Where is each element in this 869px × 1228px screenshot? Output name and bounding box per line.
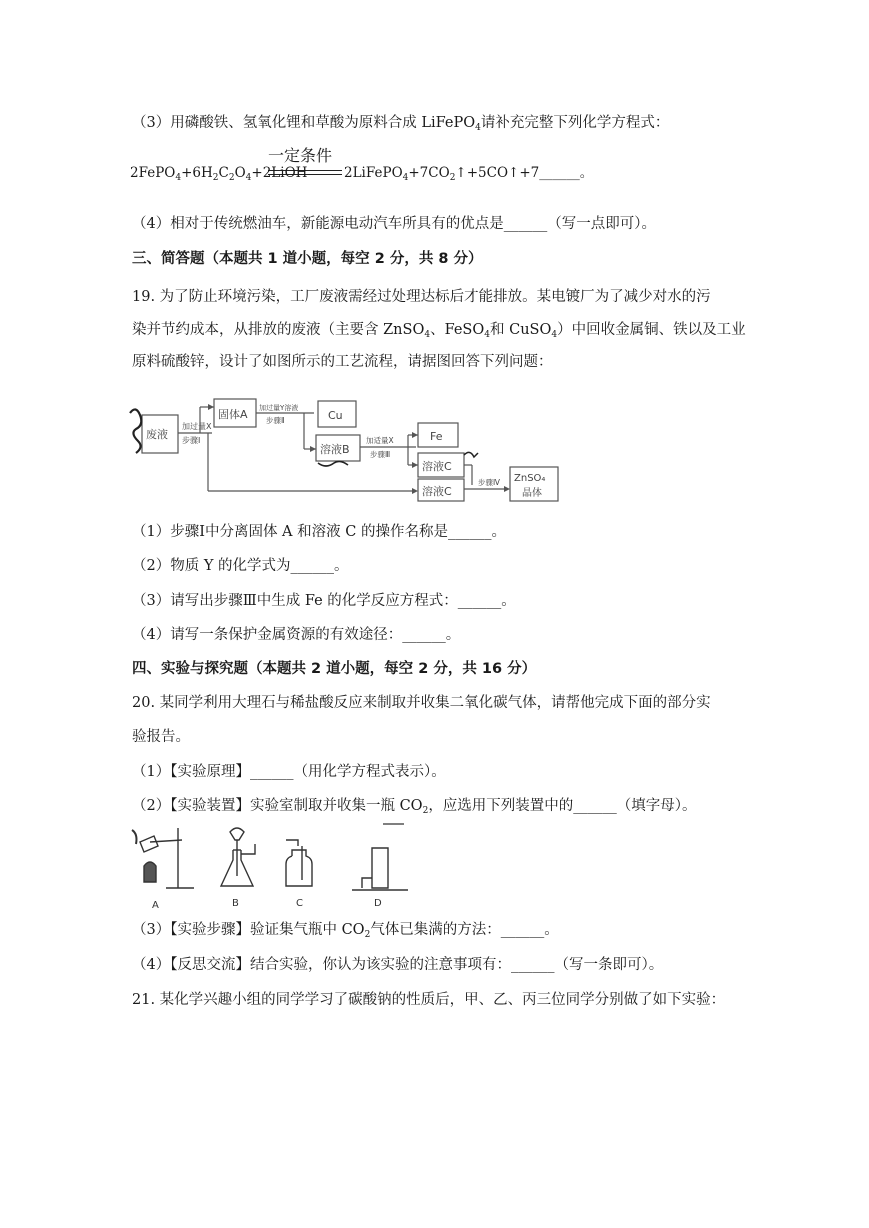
crystal-label: 晶体	[522, 488, 542, 499]
solution-c1-label: 溶液C	[422, 460, 452, 473]
add-x1-label: 加过量X	[182, 422, 212, 431]
q20-part3: （3）【实验步骤】验证集气瓶中 $CO_2$气体已集满的方法：______。	[132, 922, 559, 940]
q20-part2: （2）【实验装置】实验室制取并收集一瓶 $CO_2$，应选用下列装置中的______（填字母）。	[132, 798, 697, 816]
apparatus-c	[286, 840, 312, 886]
section-3-heading: 三、简答题（本题共 1 道小题，每空 2 分，共 8 分）	[132, 251, 483, 267]
solution-c2-label: 溶液C	[422, 485, 452, 498]
q18-part4: （4）相对于传统燃油车，新能源电动汽车所具有的优点是______（写一点即可）。	[132, 216, 656, 232]
step2-label: 步骤Ⅱ	[266, 416, 285, 425]
apparatus-label-d: D	[374, 898, 382, 909]
add-y-label: 加过量Y溶液	[259, 404, 299, 412]
znso4-label: ZnSO₄	[514, 473, 546, 484]
waste-label: 废液	[146, 428, 168, 441]
add-x2-label: 加适量X	[366, 436, 394, 445]
apparatus-a	[132, 828, 194, 888]
fe-label: Fe	[430, 430, 443, 443]
q19-part4: （4）请写一条保护金属资源的有效途径：______。	[132, 627, 461, 643]
process-flow-diagram	[128, 395, 568, 505]
section-4-heading: 四、实验与探究题（本题共 2 道小题，每空 2 分，共 16 分）	[132, 661, 537, 677]
solid-a-label: 固体A	[218, 408, 248, 421]
apparatus-label-a: A	[152, 900, 159, 911]
reaction-condition: 一定条件	[268, 146, 333, 165]
q18-part3-intro: （3）用磷酸铁、氢氧化锂和草酸为原料合成 LiFePO$_4$请补充完整下列化学方程式：	[132, 115, 670, 133]
q20-line1: 20. 某同学利用大理石与稀盐酸反应来制取并收集二氧化碳气体，请帮他完成下面的部分实	[132, 695, 711, 711]
equation-right-side: $2LiFePO_4+7CO_2↑+5CO↑+7\_\_\_\_\_\_$。	[344, 165, 594, 183]
step4-label: 步骤Ⅳ	[478, 478, 500, 487]
q19-line2: 染并节约成本，从排放的废液（主要含 ZnSO$_4$、FeSO$_4$和 CuSO$_4$）中回收金属铜、铁以及工业	[132, 322, 746, 340]
q19-part2: （2）物质 Y 的化学式为______。	[132, 558, 349, 574]
apparatus-label-c: C	[296, 898, 303, 909]
solution-b-label: 溶液B	[320, 443, 350, 456]
q20-part1: （1）【实验原理】______（用化学方程式表示）。	[132, 764, 446, 780]
apparatus-b	[221, 828, 255, 886]
q21-line1: 21. 某化学兴趣小组的同学学习了碳酸钠的性质后，甲、乙、丙三位同学分别做了如下实验：	[132, 992, 726, 1008]
q19-part1: （1）步骤Ⅰ中分离固体 A 和溶液 C 的操作名称是______。	[132, 524, 506, 540]
step3-label: 步骤Ⅲ	[370, 450, 391, 459]
q19-line1: 19. 为了防止环境污染，工厂废液需经过处理达标后才能排放。某电镀厂为了减少对水的污	[132, 289, 711, 305]
q19-line3: 原料硫酸锌，设计了如图所示的工艺流程，请据图回答下列问题：	[132, 354, 553, 370]
apparatus-d	[352, 824, 408, 890]
q19-part3: （3）请写出步骤Ⅲ中生成 Fe 的化学反应方程式：______。	[132, 593, 516, 609]
answer-blank[interactable]: ______	[539, 165, 580, 181]
equation-left-side: $2FePO_4+6H_2C_2O_4+2LiOH$	[130, 165, 308, 183]
apparatus-label-b: B	[232, 898, 239, 909]
step1-label: 步骤Ⅰ	[182, 436, 201, 445]
apparatus-figure	[130, 820, 420, 912]
cu-label: Cu	[328, 409, 343, 422]
q20-part4: （4）【反思交流】结合实验，你认为该实验的注意事项有：______（写一条即可）。	[132, 957, 664, 973]
q20-line2: 验报告。	[132, 729, 190, 745]
